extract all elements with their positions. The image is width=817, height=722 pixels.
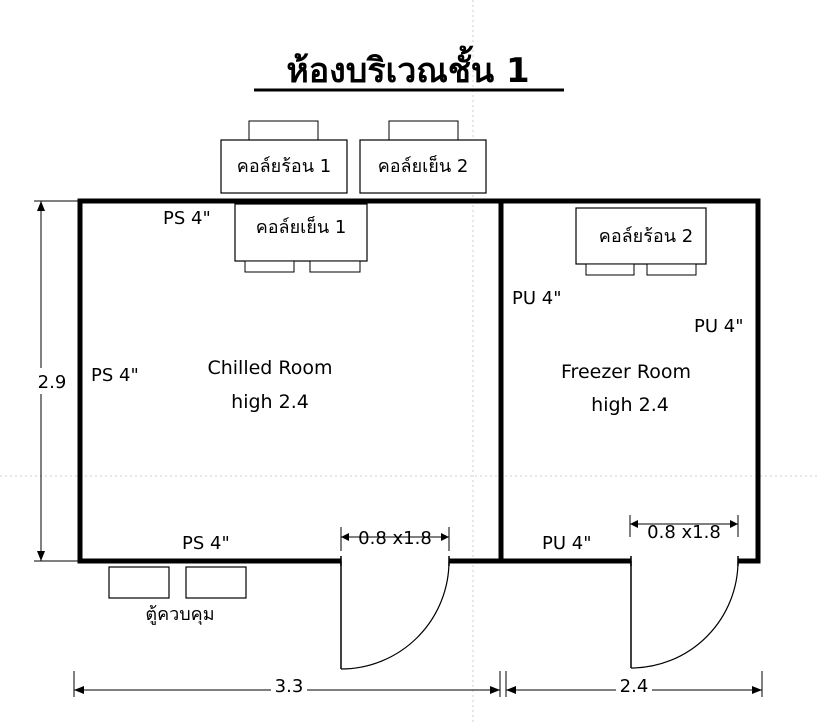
freezer-room-height: high 2.4 bbox=[591, 394, 669, 416]
depth-dim-label: 2.9 bbox=[37, 372, 67, 393]
freezer-room-name: Freezer Room bbox=[561, 361, 691, 383]
cold-condenser-1-fan-right bbox=[310, 261, 360, 272]
chilled-door-size: 0.8 x1.8 bbox=[358, 528, 432, 549]
control-cabinet-right bbox=[186, 567, 246, 598]
freezer-left-wall-label: PU 4" bbox=[512, 288, 562, 309]
hot-condenser-2-fan-right bbox=[647, 264, 696, 275]
freezer-width-label: 2.4 bbox=[619, 676, 649, 697]
freezer-door-size: 0.8 x1.8 bbox=[647, 522, 721, 543]
chilled-room-height: high 2.4 bbox=[231, 391, 309, 413]
chilled-bottom-wall-label: PS 4" bbox=[182, 533, 230, 554]
cold-condenser-1-label: คอล์ยเย็น 1 bbox=[255, 217, 347, 238]
freezer-width-arrow-right bbox=[752, 686, 762, 694]
hot-condenser-2-fan-left bbox=[586, 264, 634, 275]
cold-condenser-1-fan-left bbox=[245, 261, 294, 272]
hot-condenser-1-label: คอล์ยร้อน 1 bbox=[236, 156, 332, 177]
depth-dim-arrow-bottom bbox=[37, 551, 45, 561]
chilled-width-arrow-right bbox=[490, 686, 500, 694]
chilled-door-dim-arrow-left bbox=[341, 533, 349, 541]
chilled-left-wall-label: PS 4" bbox=[91, 365, 139, 386]
chilled-width-arrow-left bbox=[74, 686, 84, 694]
freezer-door-swing bbox=[631, 561, 738, 668]
chilled-top-wall-label: PS 4" bbox=[163, 208, 211, 229]
cold-condenser-2-label: คอล์ยเย็น 2 bbox=[377, 156, 469, 177]
page-title: ห้องบริเวณชั้น 1 bbox=[286, 51, 530, 91]
cold-condenser-2-fan bbox=[389, 121, 458, 140]
freezer-door-dim-arrow-left bbox=[630, 520, 638, 528]
control-cabinet-label: ตู้ควบคุม bbox=[145, 604, 215, 625]
chilled-room-name: Chilled Room bbox=[207, 357, 333, 379]
freezer-width-arrow-left bbox=[506, 686, 516, 694]
freezer-right-wall-label: PU 4" bbox=[694, 316, 744, 337]
control-cabinet-left bbox=[109, 567, 169, 598]
freezer-door-dim-arrow-right bbox=[730, 520, 738, 528]
hot-condenser-1-fan bbox=[249, 121, 318, 140]
chilled-width-label: 3.3 bbox=[274, 676, 304, 697]
freezer-bottom-wall-label: PU 4" bbox=[542, 533, 592, 554]
chilled-door-dim-arrow-right bbox=[441, 533, 449, 541]
hot-condenser-2-label: คอล์ยร้อน 2 bbox=[598, 226, 694, 247]
chilled-door-swing bbox=[341, 561, 449, 669]
depth-dim-arrow-top bbox=[37, 201, 45, 211]
